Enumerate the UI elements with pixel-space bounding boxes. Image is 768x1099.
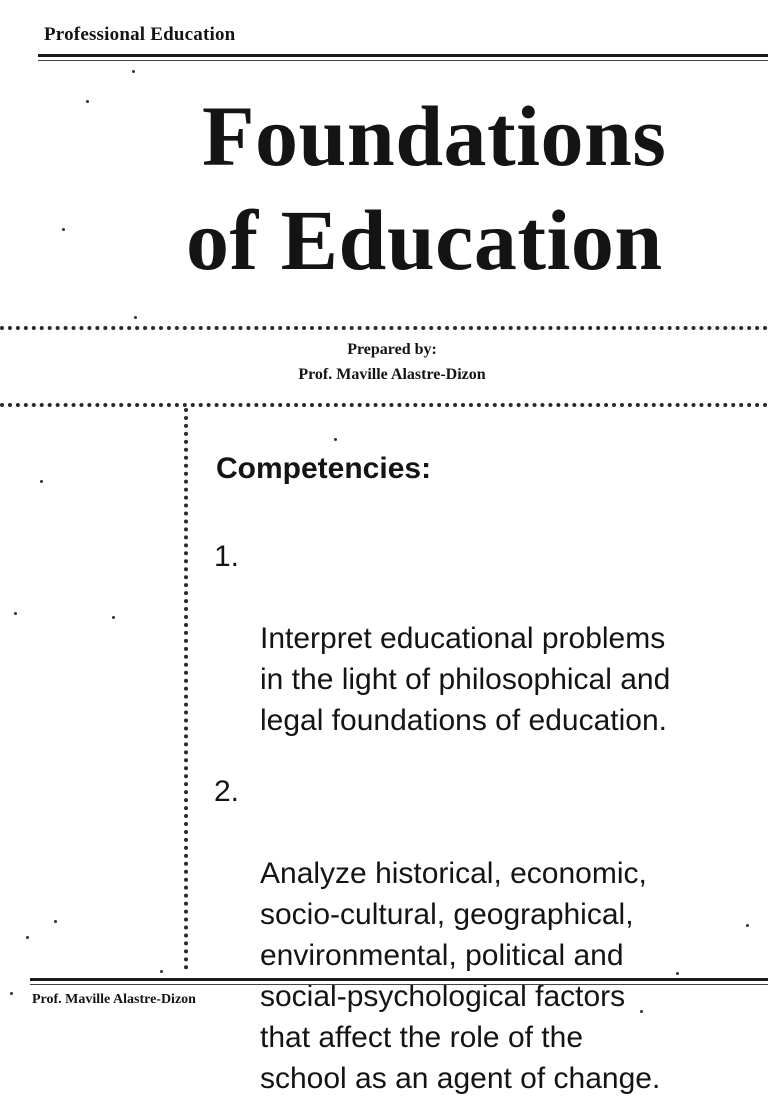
dotted-divider-top xyxy=(0,326,768,330)
header-rule xyxy=(38,54,768,57)
scan-speck xyxy=(14,612,17,615)
competency-text: Analyze historical, economic, socio-cultural, geographical, environmental, political and social-psychological factors that affect the role of the school as an agent of change. xyxy=(260,857,661,1095)
competency-number: 1. xyxy=(214,540,240,573)
scan-speck xyxy=(640,1010,643,1013)
scan-speck xyxy=(62,228,65,231)
prepared-by-label: Prepared by: xyxy=(347,341,437,358)
footer-rule-thin xyxy=(30,984,768,985)
scan-speck xyxy=(160,970,163,973)
competency-number: 2. xyxy=(214,775,240,808)
scan-speck xyxy=(334,438,337,441)
header-label: Professional Education xyxy=(44,24,236,45)
footer-rule xyxy=(30,978,768,981)
competency-item xyxy=(214,536,768,741)
competency-text: Interpret educational problems in the light of philosophical and legal foundations of education. xyxy=(260,622,671,737)
scan-speck xyxy=(132,70,135,73)
competencies-heading: Competencies: xyxy=(216,452,432,485)
scan-speck xyxy=(26,936,29,939)
competency-item xyxy=(214,771,768,1099)
dotted-vertical-divider xyxy=(184,408,188,970)
scan-speck xyxy=(86,100,89,103)
author-name: Prof. Maville Alastre-Dizon xyxy=(298,366,486,383)
scan-speck xyxy=(112,616,115,619)
competencies-list xyxy=(214,536,768,1099)
scan-speck xyxy=(746,924,749,927)
header-rule-thin xyxy=(38,60,768,61)
dotted-divider-bottom xyxy=(0,403,768,407)
scan-speck xyxy=(40,480,43,483)
title-line-1: Foundations xyxy=(202,88,667,184)
footer-label: Prof. Maville Alastre-Dizon xyxy=(32,992,196,1007)
scan-speck xyxy=(54,920,57,923)
scan-speck xyxy=(134,316,137,319)
title-line-2: of Education xyxy=(186,192,663,288)
page-title xyxy=(186,84,768,292)
scan-speck xyxy=(676,972,679,975)
scan-speck xyxy=(10,992,13,995)
